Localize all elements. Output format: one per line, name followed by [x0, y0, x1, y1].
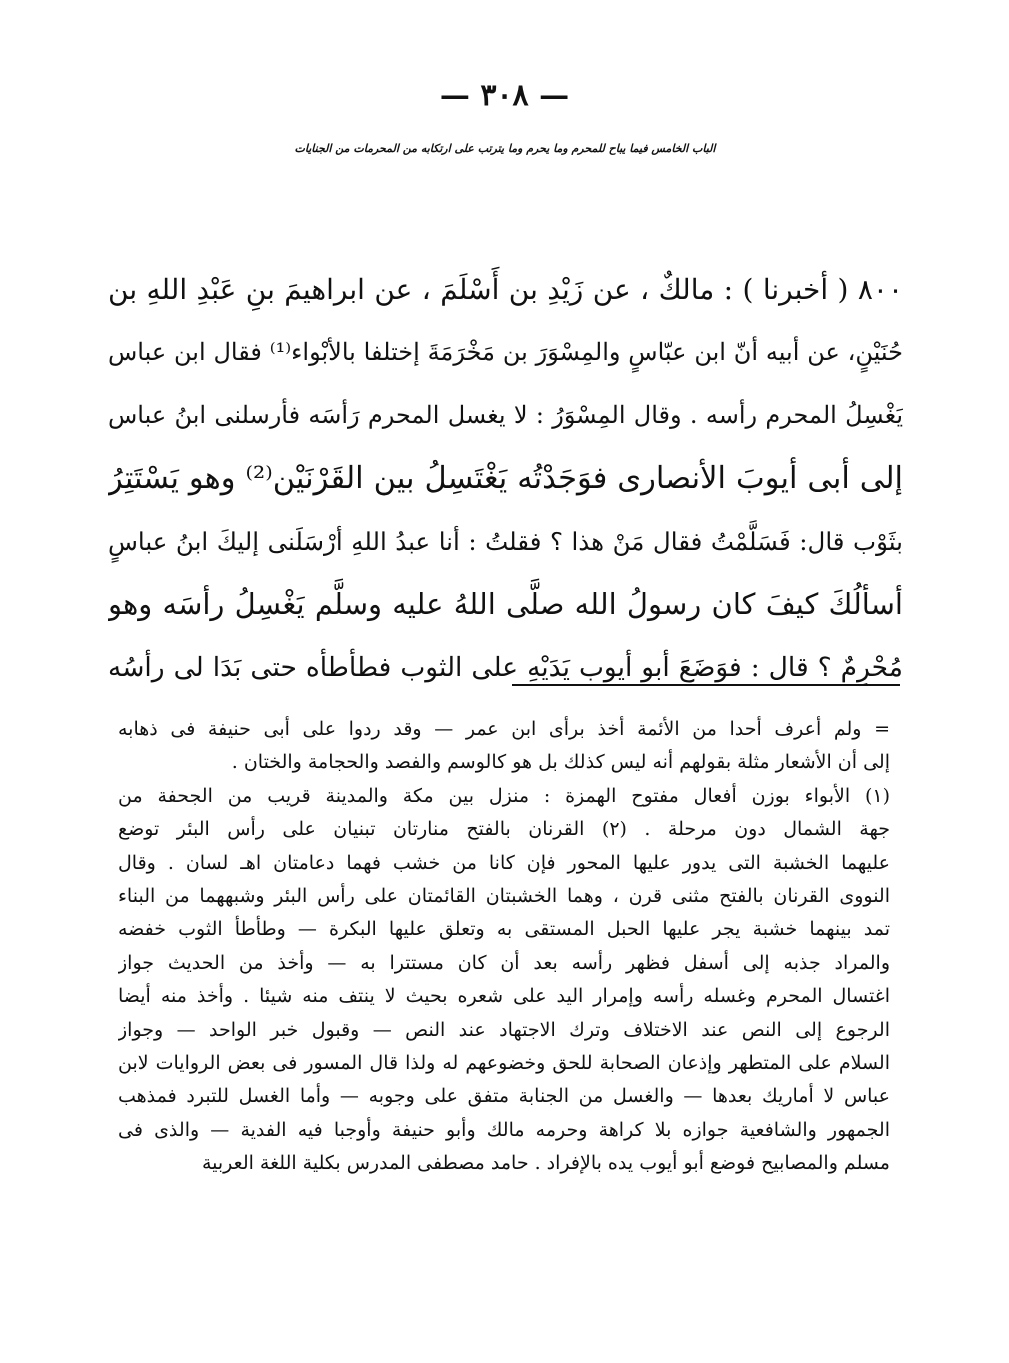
footnote-line: السلام على المتطهر وإذعان الصحابة للحق وخضوعهم له ولذا قال المسور فى بعض الروايات لابن [118, 1051, 890, 1074]
hadith-line: إلى أبى أيوبَ الأنصارى فوَجَدْتُه يَغْتَسِلُ بين القَرْنَيْن⁽²⁾ وهو يَسْتَتِرُ [108, 461, 903, 496]
footnote-line: عباس لا أماريك بعدها — والغسل من الجنابة متفق على وجوبه — وأما الغسل للتبرد فمذهب [118, 1085, 890, 1108]
footnotes-block [118, 713, 890, 1180]
hadith-text-block [108, 258, 903, 699]
footnote-line: النووى القرنان بالفتح مثنى قرن ، وهما الخشبتان القائمتان على رأس البئر وشبههما من البناء [118, 884, 890, 907]
chapter-title: الباب الخامس فيما يباح للمحرم وما يحرم وما يترتب على ارتكابه من المحرمات من الجنايات [294, 142, 716, 155]
footnote-line: تمد بينهما خشبة يجر عليها الحبل المستقى به وتعلق عليها البكرة — وطأطأ الثوب خفضه [118, 918, 890, 941]
hadith-line: بثَوْب قال: فَسَلَّمْتُ فقال مَنْ هذا ؟ فقلتُ : أنا عبدُ اللهِ أرْسَلَنى إليكَ ابنُ عباسٍ [108, 527, 903, 556]
footnote-line: = ولم أعرف أحدا من الأئمة أخذ برأى ابن عمر — وقد ردوا على أبى حنيفة فى ذهابه [118, 718, 890, 740]
footnote-line: مسلم والمصابيح فوضع أبو أيوب يده بالإفراد . حامد مصطفى المدرس بكلية اللغة العربية [201, 1152, 890, 1175]
hadith-line: مُحْرِمٌ ؟ قال : فوَضَعَ أبو أيوب يَدَيْهِ على الثوب فطأطأه حتى بَدَا لى رأسُه [108, 652, 903, 683]
footnote-line: عليهما الخشبة التى يدور عليها المحور فإن كانا من خشب فهما دعامتان اهـ لسان . وقال [118, 851, 890, 874]
footnote-separator [512, 684, 900, 686]
hadith-line: ٨٠٠ ( أخبرنا ) : مالكٌ ، عن زَيْدِ بن أَسْلَمَ ، عن ابراهيمَ بنِ عَبْدِ اللهِ بن [108, 273, 903, 306]
footnote-line: إلى أن الأشعار مثلة بقولهم أنه ليس كذلك بل هو كالوسم والفصد والحجامة والختان . [231, 751, 890, 774]
footnote-line: والمراد جذبه إلى أسفل فظهر رأسه بعد أن كان مستترا به — وأخذ من الحديث جواز [118, 951, 890, 974]
footnote-line: جهة الشمال دون مرحلة . (٢) القرنان بالفتح منارتان تبنيان على رأس البئر توضع [118, 818, 890, 841]
hadith-line: حُنَيْنٍ، عن أبيه أنّ ابن عبّاسٍ والمِسْوَرَ بن مَخْرَمَةَ إختلفا بالأبْواء⁽¹⁾ فقال ابن عباس [108, 338, 903, 366]
hadith-line: أسألُكَ كيفَ كان رسولُ الله صلَّى اللهُ عليه وسلَّم يَغْسِلُ رأسَه وهو [108, 587, 903, 621]
footnote-line: الجمهور والشافعية جوازه بلا كراهة وحرمه مالك وأبو حنيفة وأوجبا فيه الفدية — والذى فى [118, 1118, 890, 1141]
footnote-line: الرجوع إلى النص عند الاختلاف وترك الاجتهاد عند النص — وقبول خبر الواحد — وجواز [118, 1018, 890, 1041]
footnote-line: اغتسال المحرم وغسله رأسه وإمرار اليد على شعره بحيث لا ينتف منه شيئا . وأخذ منه أيضا [118, 985, 890, 1008]
footnote-line: (١) الأبواء بوزن أفعال مفتوح الهمزة : منزل بين مكة والمدينة قريب من الجحفة من [118, 784, 890, 807]
hadith-line: يَغْسِلُ المحرم رأسه . وقال المِسْوَرُ : لا يغسل المحرم رَأسَه فأرسلنى ابنُ عباس [108, 401, 903, 429]
page-number: — ٣٠٨ — [439, 78, 570, 113]
